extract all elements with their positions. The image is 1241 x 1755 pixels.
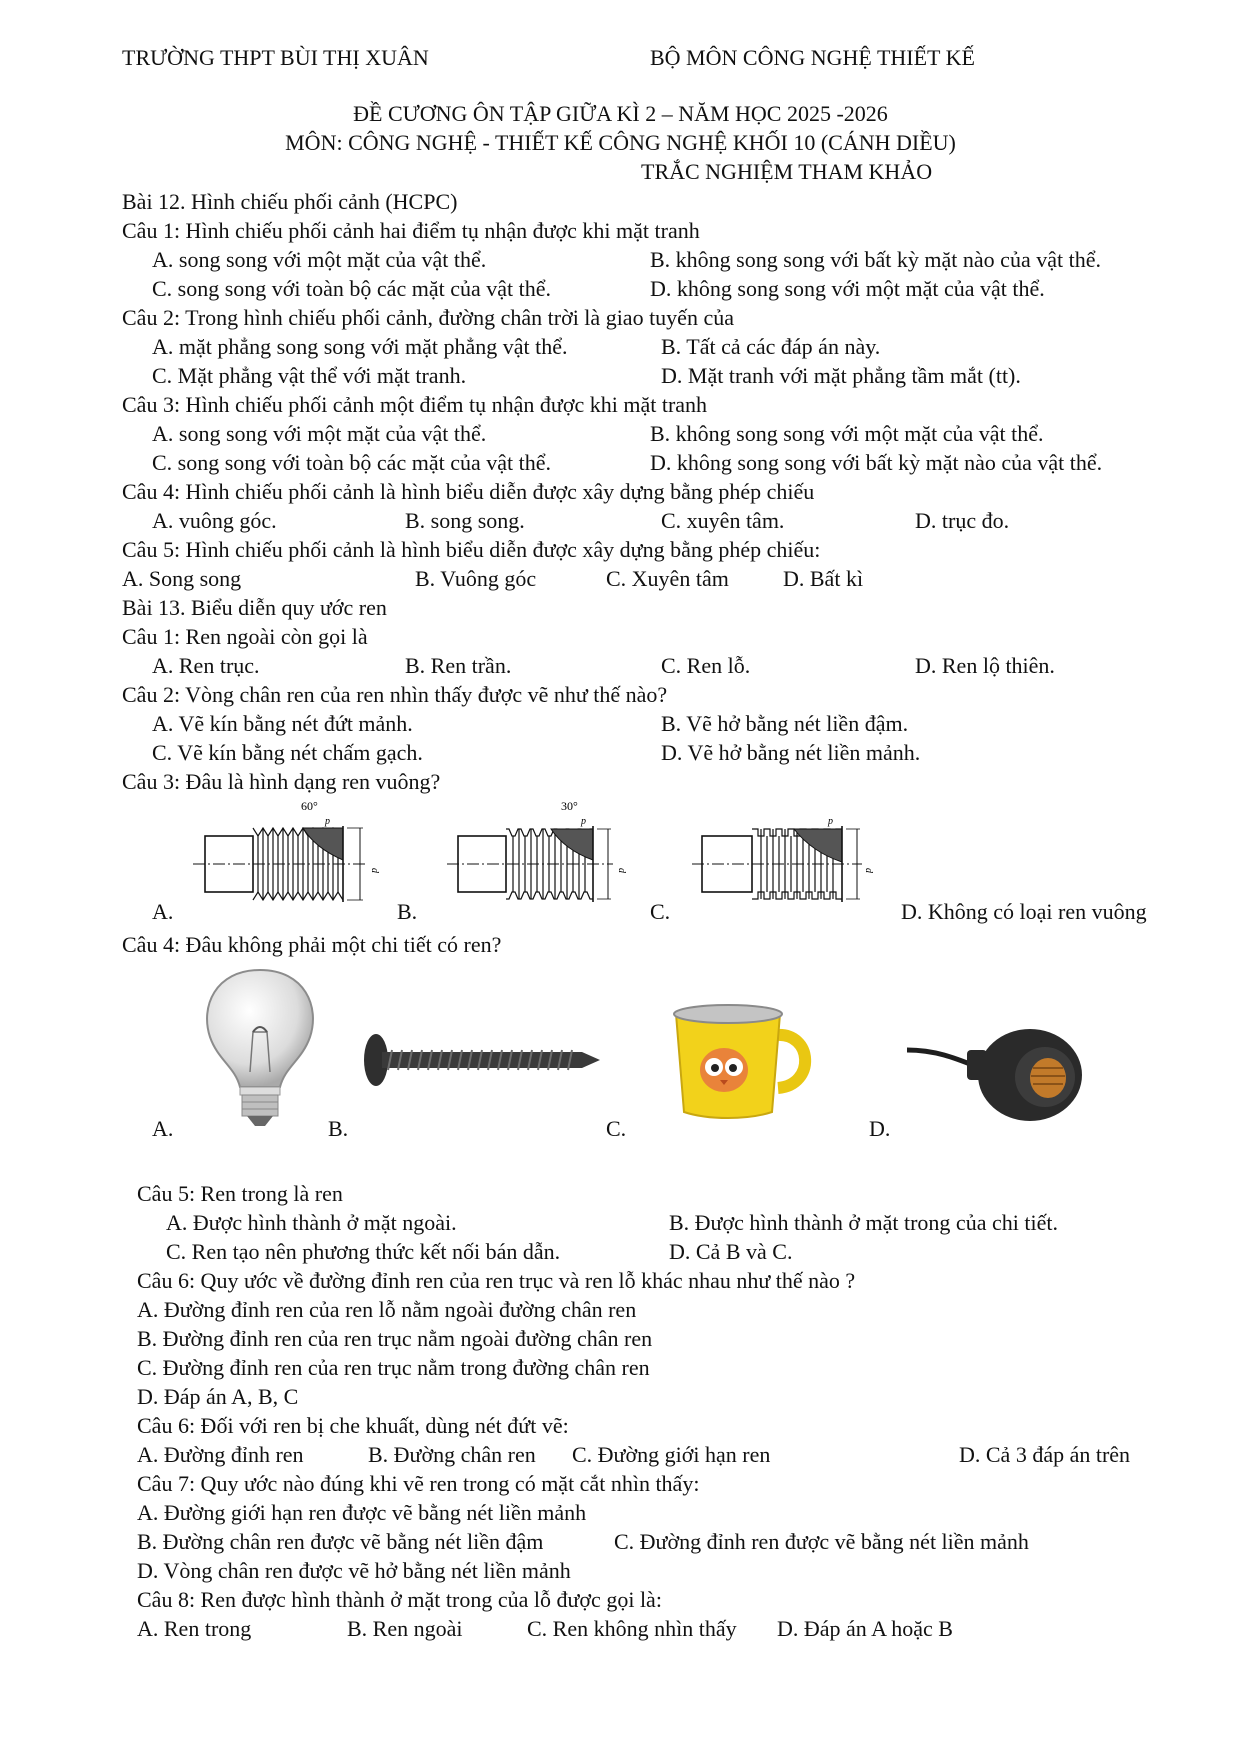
question-text: Câu 1: Hình chiếu phối cảnh hai điểm tụ nhận được khi mặt tranh	[122, 218, 700, 243]
option-a: A. Ren trục.	[152, 653, 260, 678]
option-b: B. Ren trần.	[405, 653, 512, 678]
option-d: D. Đáp án A, B, C	[137, 1384, 299, 1409]
svg-text:60°: 60°	[301, 799, 318, 813]
section-subtitle: TRẮC NGHIỆM THAM KHẢO	[641, 159, 933, 184]
option-a: A. Đường đỉnh ren của ren lỗ nằm ngoài đường chân ren	[137, 1297, 637, 1322]
option-b: B. Được hình thành ở mặt trong của chi tiết.	[669, 1210, 1058, 1235]
option-a: A. vuông góc.	[152, 508, 277, 533]
svg-text:p: p	[581, 816, 586, 827]
option-d: D. không song song với một mặt của vật thể.	[650, 276, 1045, 301]
option-a: A. Đường đỉnh ren	[137, 1442, 304, 1467]
question-text: Câu 5: Hình chiếu phối cảnh là hình biểu diễn được xây dựng bằng phép chiếu:	[122, 537, 821, 562]
light-bulb-icon	[185, 962, 335, 1132]
option-a: A.	[152, 1116, 174, 1141]
option-b: B. Vuông góc	[415, 566, 537, 591]
lamp-socket-icon	[905, 1020, 1105, 1130]
question-text: Câu 2: Vòng chân ren của ren nhìn thấy được vẽ như thế nào?	[122, 682, 668, 707]
option-d: D. Bất kì	[783, 566, 864, 591]
option-a: A. Ren trong	[137, 1616, 252, 1641]
option-a: A. mặt phẳng song song với mặt phẳng vật thể.	[152, 334, 568, 359]
option-c: C. song song với toàn bộ các mặt của vật thể.	[152, 276, 551, 301]
question-text: Câu 6: Quy ước về đường đỉnh ren của ren trục và ren lỗ khác nhau như thế nào ?	[137, 1268, 856, 1293]
school-name: TRƯỜNG THPT BÙI THỊ XUÂN	[122, 45, 429, 70]
option-b: B. không song song với bất kỳ mặt nào của vật thể.	[650, 247, 1101, 272]
option-c: C.	[606, 1116, 627, 1141]
question-text: Câu 6: Đối với ren bị che khuất, dùng nét đứt vẽ:	[137, 1413, 569, 1438]
lesson-13-title: Bài 13. Biểu diễn quy ước ren	[122, 595, 387, 620]
option-b: B.	[328, 1116, 349, 1141]
option-b: B. Đường đỉnh ren của ren trục nằm ngoài đường chân ren	[137, 1326, 653, 1351]
option-b: B.	[397, 899, 418, 924]
option-d: D. trục đo.	[915, 508, 1010, 533]
option-a: A. song song với một mặt của vật thể.	[152, 247, 487, 272]
option-a: A. Song song	[122, 566, 242, 591]
svg-text:d: d	[863, 868, 874, 873]
option-c: C. Ren lỗ.	[661, 653, 751, 678]
option-b: B. song song.	[405, 508, 525, 533]
thread-figure-b	[443, 798, 633, 916]
thread-figure-c	[690, 798, 880, 916]
question-text: Câu 3: Đâu là hình dạng ren vuông?	[122, 769, 441, 794]
option-b: B. Tất cả các đáp án này.	[661, 334, 881, 359]
question-text: Câu 2: Trong hình chiếu phối cảnh, đường chân trời là giao tuyến của	[122, 305, 734, 330]
option-c: C. Vẽ kín bằng nét chấm gạch.	[152, 740, 423, 765]
option-c: C. xuyên tâm.	[661, 508, 785, 533]
option-a: A.	[152, 899, 174, 924]
option-d: D. Vẽ hở bằng nét liền mảnh.	[661, 740, 921, 765]
svg-text:p: p	[828, 816, 833, 827]
option-c: C. Đường giới hạn ren	[572, 1442, 771, 1467]
option-c: C. Mặt phẳng vật thể với mặt tranh.	[152, 363, 467, 388]
subject-line: MÔN: CÔNG NGHỆ - THIẾT KẾ CÔNG NGHỆ KHỐI 10 (CÁNH DIỀU)	[285, 130, 956, 155]
question-text: Câu 5: Ren trong là ren	[137, 1181, 343, 1206]
option-c: C. song song với toàn bộ các mặt của vật thể.	[152, 450, 551, 475]
option-c: C. Ren tạo nên phương thức kết nối bán dẫn.	[166, 1239, 561, 1264]
question-text: Câu 4: Đâu không phải một chi tiết có ren?	[122, 932, 502, 957]
department-name: BỘ MÔN CÔNG NGHỆ THIẾT KẾ	[650, 45, 975, 70]
svg-text:d: d	[369, 868, 380, 873]
option-a: A. Đường giới hạn ren được vẽ bằng nét liền mảnh	[137, 1500, 587, 1525]
option-d: D. Ren lộ thiên.	[915, 653, 1055, 678]
document-title: ĐỀ CƯƠNG ÔN TẬP GIỮA KÌ 2 – NĂM HỌC 2025 -2026	[353, 101, 888, 126]
option-d: D. Vòng chân ren được vẽ hở bằng nét liền mảnh	[137, 1558, 571, 1583]
option-c: C.	[650, 899, 671, 924]
lesson-12-title: Bài 12. Hình chiếu phối cảnh (HCPC)	[122, 189, 458, 214]
option-d: D. Không có loại ren vuông	[901, 899, 1147, 924]
thread-figure-a	[185, 798, 385, 916]
option-d: D. Cả B và C.	[669, 1239, 793, 1264]
svg-text:d: d	[616, 868, 627, 873]
option-c: C. Ren không nhìn thấy	[527, 1616, 737, 1641]
svg-text:30°: 30°	[561, 799, 578, 813]
option-b: B. không song song với một mặt của vật thể.	[650, 421, 1044, 446]
option-d: D. không song song với bất kỳ mặt nào của vật thể.	[650, 450, 1103, 475]
question-text: Câu 1: Ren ngoài còn gọi là	[122, 624, 368, 649]
question-text: Câu 8: Ren được hình thành ở mặt trong của lỗ được gọi là:	[137, 1587, 662, 1612]
svg-text:p: p	[325, 816, 330, 827]
option-b: B. Đường chân ren	[368, 1442, 536, 1467]
cup-icon	[668, 1000, 818, 1125]
question-text: Câu 4: Hình chiếu phối cảnh là hình biểu diễn được xây dựng bằng phép chiếu	[122, 479, 815, 504]
option-a: A. song song với một mặt của vật thể.	[152, 421, 487, 446]
option-c: C. Đường đỉnh ren được vẽ bằng nét liền mảnh	[614, 1529, 1029, 1554]
option-c: C. Xuyên tâm	[606, 566, 729, 591]
option-b: B. Vẽ hở bằng nét liền đậm.	[661, 711, 909, 736]
option-b: B. Đường chân ren được vẽ bằng nét liền đậm	[137, 1529, 544, 1554]
screw-icon	[358, 1030, 603, 1090]
question-text: Câu 7: Quy ước nào đúng khi vẽ ren trong có mặt cắt nhìn thấy:	[137, 1471, 700, 1496]
option-d: D.	[869, 1116, 891, 1141]
option-d: D. Cả 3 đáp án trên	[959, 1442, 1131, 1467]
option-c: C. Đường đỉnh ren của ren trục nằm trong đường chân ren	[137, 1355, 650, 1380]
option-d: D. Mặt tranh với mặt phẳng tầm mắt (tt).	[661, 363, 1021, 388]
option-d: D. Đáp án A hoặc B	[777, 1616, 953, 1641]
option-a: A. Vẽ kín bằng nét đứt mảnh.	[152, 711, 413, 736]
question-text: Câu 3: Hình chiếu phối cảnh một điểm tụ nhận được khi mặt tranh	[122, 392, 708, 417]
option-b: B. Ren ngoài	[347, 1616, 463, 1641]
option-a: A. Được hình thành ở mặt ngoài.	[166, 1210, 457, 1235]
